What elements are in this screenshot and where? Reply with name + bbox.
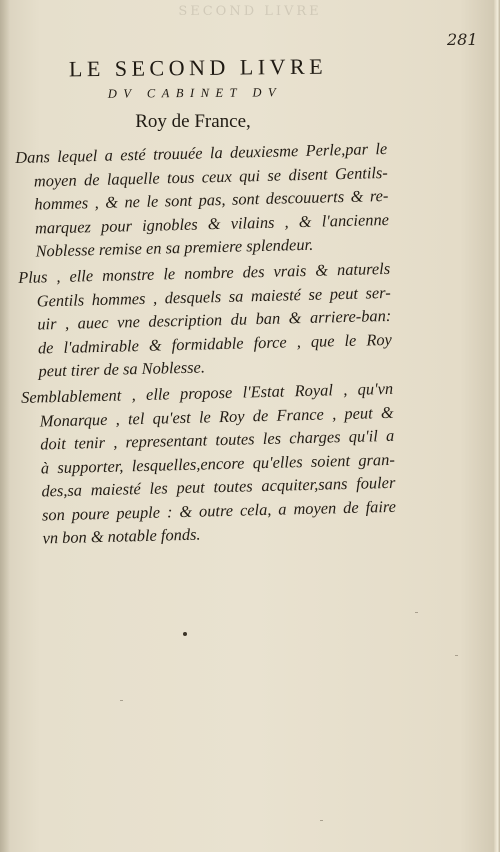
text-line: Monarque , tel qu'est le Roy de France , peut & xyxy=(39,402,394,430)
text-line: son poure peuple : & outre cela, a moyen de faire xyxy=(41,496,397,524)
body-text xyxy=(15,137,397,550)
text-line: marquez pour ignobles & vilains , & l'ancienne xyxy=(34,209,390,238)
paragraph-3 xyxy=(21,377,397,551)
text-line: Dans lequel a esté trouuée la deuxiesme Perle,par le xyxy=(15,138,388,167)
title-line-1: LE SECOND LIVRE xyxy=(68,53,328,82)
paper-speck xyxy=(415,612,418,613)
title-line-2: DV CABINET DV xyxy=(107,85,283,101)
text-line: uir , auec vne description du ban & arriere-ban: xyxy=(37,305,392,334)
text-line: vn bon & notable fonds. xyxy=(42,524,201,548)
text-line: Gentils hommes , desquels sa maiesté se peut ser- xyxy=(36,282,391,311)
page-number: 281 xyxy=(447,30,478,49)
paper-speck xyxy=(120,700,123,701)
text-line: Noblesse remise en sa premiere splendeur. xyxy=(35,234,314,261)
title-line-3: Roy de France, xyxy=(135,111,251,132)
text-line: Plus , elle monstre le nombre des vrais & naturels xyxy=(17,258,391,287)
paragraph-2 xyxy=(18,257,393,384)
text-line: moyen de laquelle tous ceux qui se disent Gentils- xyxy=(33,162,388,191)
ink-spot xyxy=(183,632,187,636)
paragraph-1 xyxy=(15,137,390,264)
page-edge xyxy=(494,0,500,852)
text-line: Semblablement , elle propose l'Estat Royal , qu'vn xyxy=(20,378,394,407)
gutter-shadow xyxy=(0,0,10,852)
text-line: des,sa maiesté les peut toutes acquiter,sans fouler xyxy=(41,472,396,501)
text-line: à supporter, lesquelles,encore qu'elles soient gran- xyxy=(40,449,395,477)
text-line: doit tenir , representant toutes les charges qu'il a xyxy=(40,425,395,454)
bleed-through-running-head: SECOND LIVRE xyxy=(178,4,322,19)
text-line: peut tirer de sa Noblesse. xyxy=(38,357,206,381)
text-line: de l'admirable & formidable force , que le Roy xyxy=(37,329,393,357)
paper-speck xyxy=(320,820,323,821)
paper-speck xyxy=(455,655,458,656)
text-line: hommes , & ne le sont pas, sont descouuerts & re- xyxy=(34,185,389,214)
